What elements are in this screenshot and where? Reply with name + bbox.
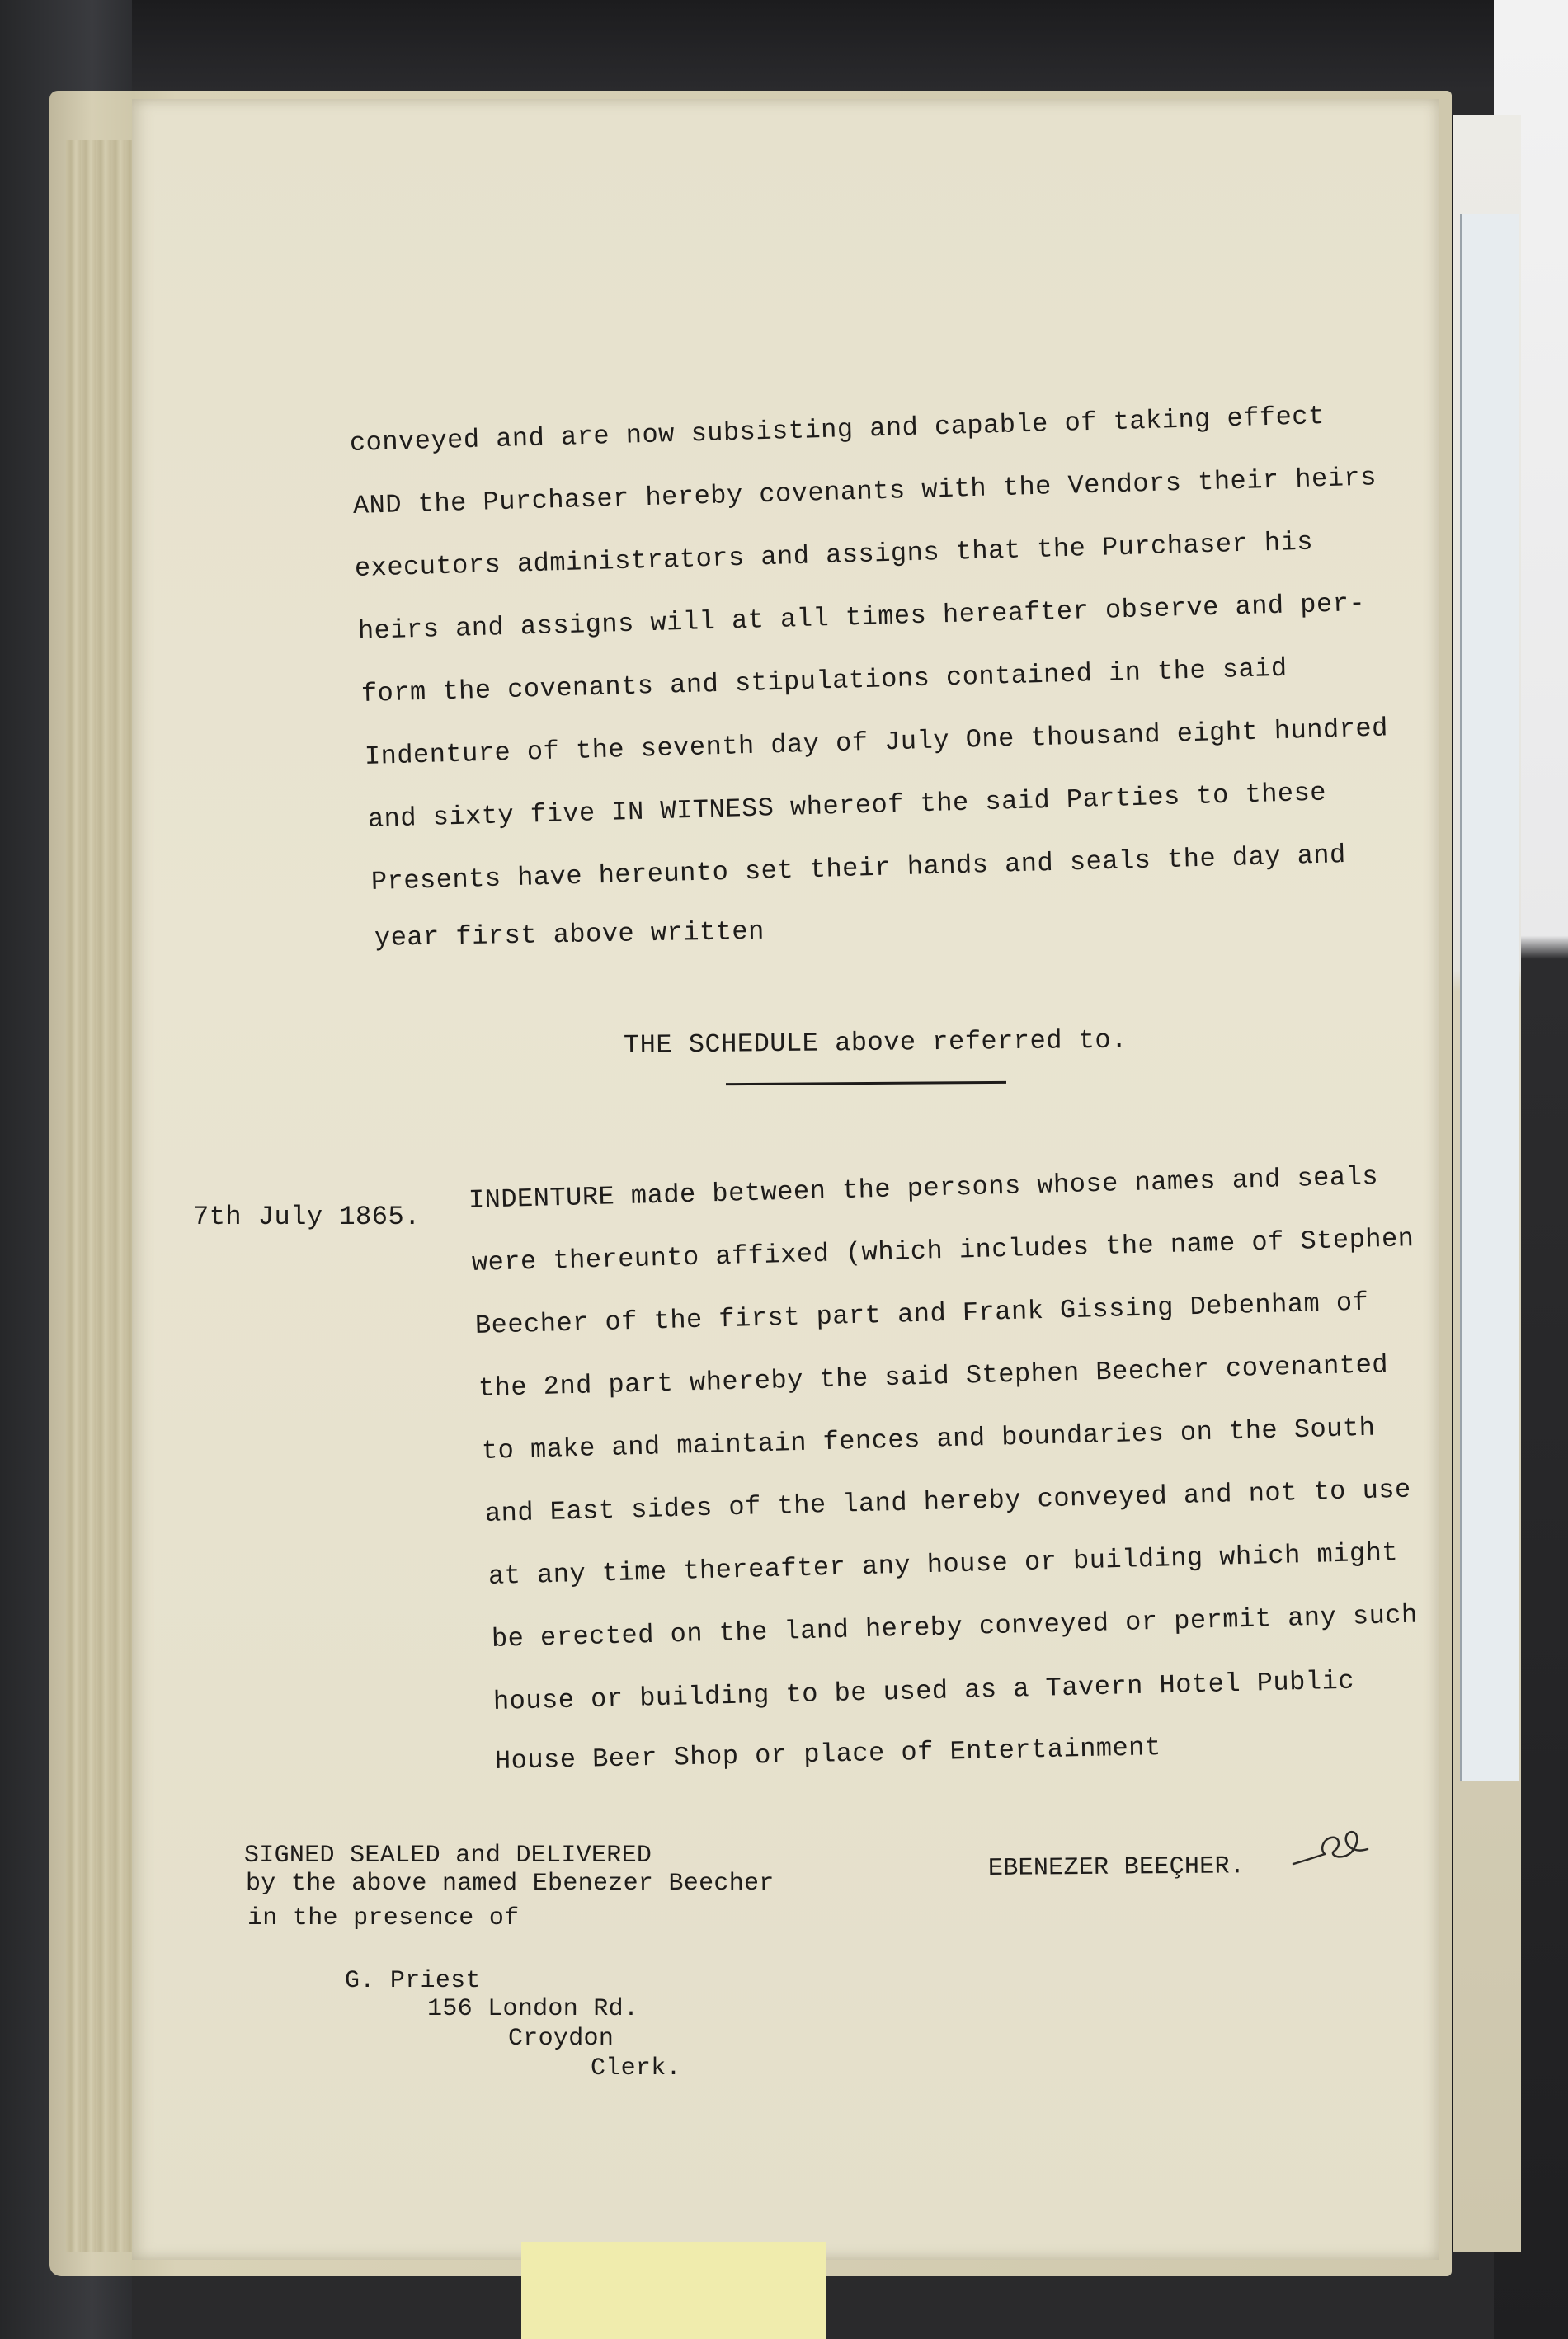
body-line: and sixty five IN WITNESS whereof the said Parties to these: [367, 777, 1327, 835]
body-line: conveyed and are now subsisting and capable of taking effect: [349, 400, 1326, 459]
schedule-line: at any time thereafter any house or building which might: [487, 1537, 1399, 1592]
witness-town: Croydon: [508, 2025, 614, 2053]
body-line: Presents have hereunto set their hands and seals the day and: [370, 839, 1347, 897]
attestation-line: in the presence of: [247, 1904, 520, 1932]
schedule-line: were thereunto affixed (which includes the name of Stephen: [471, 1223, 1415, 1278]
handwritten-initials: [1287, 1824, 1377, 1874]
schedule-line: Beecher of the first part and Frank Gissing Debenham of: [474, 1287, 1369, 1341]
schedule-line: be erected on the land hereby conveyed or permit any such: [491, 1599, 1419, 1654]
schedule-line: House Beer Shop or place of Entertainment: [494, 1732, 1162, 1777]
body-line: executors administrators and assigns that the Purchaser his: [354, 526, 1314, 584]
schedule-line: the 2nd part whereby the said Stephen Beecher covenanted: [478, 1349, 1389, 1404]
heading-underline: [726, 1081, 1006, 1085]
body-line: form the covenants and stipulations contained in the said: [360, 652, 1288, 709]
schedule-line: and East sides of the land hereby conveyed and not to use: [484, 1474, 1412, 1529]
schedule-line: INDENTURE made between the persons whose names and seals: [468, 1161, 1379, 1216]
schedule-heading: THE SCHEDULE above referred to.: [623, 1024, 1128, 1061]
body-line: AND the Purchaser hereby covenants with the Vendors their heirs: [352, 462, 1377, 521]
schedule-date: 7th July 1865.: [193, 1202, 421, 1232]
attestation-line: by the above named Ebenezer Beecher: [246, 1870, 775, 1898]
witness-name: G. Priest: [345, 1967, 481, 1995]
body-line: Indenture of the seventh day of July One thousand eight hundred: [364, 713, 1389, 772]
signatory-name: EBENEZER BEEÇHER.: [987, 1852, 1245, 1883]
schedule-line: house or building to be used as a Tavern Hotel Public: [492, 1665, 1355, 1717]
body-line: year first above written: [374, 915, 765, 953]
schedule-line: to make and maintain fences and boundaries on the South: [481, 1412, 1376, 1466]
witness-address: 156 London Rd.: [427, 1995, 639, 2023]
body-line: heirs and assigns will at all times hereafter observe and per-: [357, 587, 1366, 647]
attestation-line: SIGNED SEALED and DELIVERED: [244, 1842, 652, 1870]
witness-occupation: Clerk.: [591, 2054, 681, 2083]
